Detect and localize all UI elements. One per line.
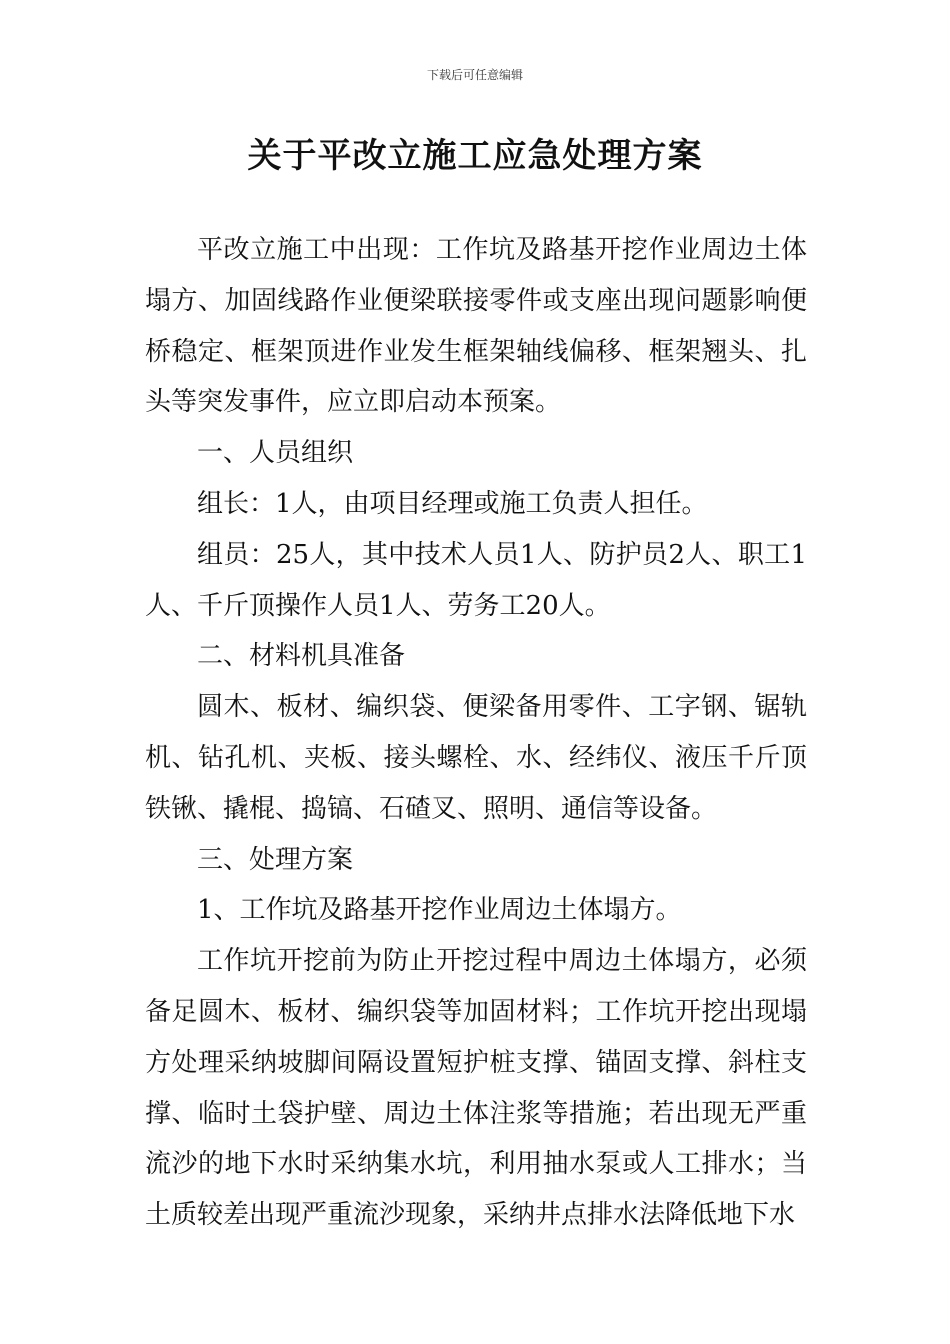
paragraph-collapse-measures: 工作坑开挖前为防止开挖过程中周边土体塌方，必须备足圆木、板材、编织袋等加固材料；工作坑开挖出现塌方处理采纳坡脚间隔设置短护桩支撑、锚固支撑、斜柱支撑、临时土袋护壁、周边土体注浆等措施；若出现无严重流沙的地下水时采纳集水坑，利用抽水泵或人工排水；当土质较差出现严重流沙现象，采纳井点排水法降低地下水: [145, 946, 807, 1231]
paragraph-materials: 圆木、板材、编织袋、便梁备用零件、工字钢、锯轨机、钻孔机、夹板、接头螺栓、水、经纬仪、液压千斤顶铁锹、撬棍、捣镐、石碴叉、照明、通信等设备。: [145, 692, 807, 824]
section-heading-plan: 三、处理方案: [197, 844, 354, 875]
paragraph-intro: 平改立施工中出现：工作坑及路基开挖作业周边土体塌方、加固线路作业便梁联接零件或支座出现问题影响便桥稳定、框架顶进作业发生框架轴线偏移、框架翘头、扎头等突发事件，应立即启动本预案。: [145, 235, 807, 418]
document-body: [145, 225, 807, 1241]
section-heading-materials: 二、材料机具准备: [197, 641, 406, 672]
header-note: 下载后可任意编辑: [426, 68, 523, 82]
subheading-collapse: 1、工作坑及路基开挖作业周边土体塌方。: [197, 895, 682, 926]
paragraph-leader: 组长：1人，由项目经理或施工负责人担任。: [197, 488, 708, 519]
document-title: 关于平改立施工应急处理方案: [247, 136, 703, 176]
paragraph-members: 组员：25人，其中技术人员1人、防护员2人、职工1人、千斤顶操作人员1人、劳务工20人。: [145, 539, 807, 621]
section-heading-personnel: 一、人员组织: [197, 438, 354, 469]
